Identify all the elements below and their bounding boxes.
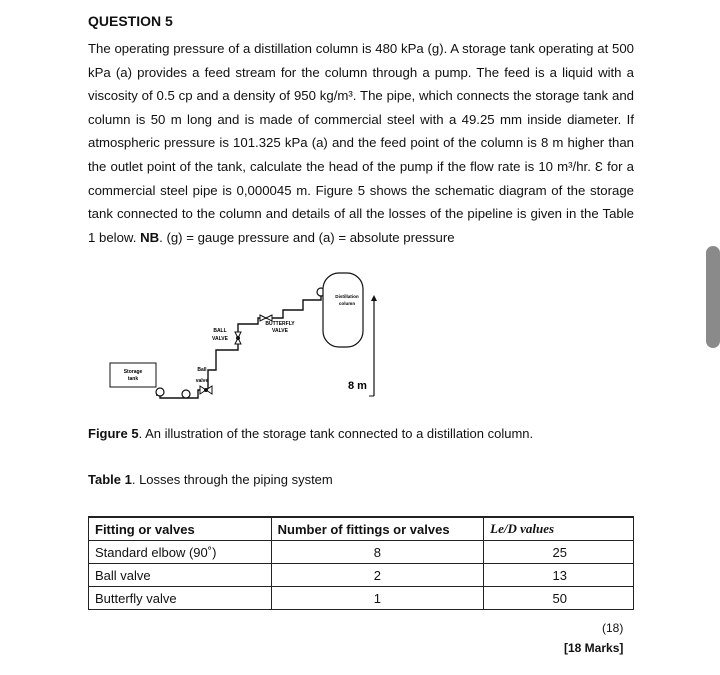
pump-1: [156, 388, 164, 396]
ball-valve-upper-label-1: BALL: [213, 328, 227, 334]
marks-count: (18): [602, 621, 624, 635]
cell-count: 2: [271, 564, 484, 587]
question-body: The operating pressure of a distillation column is 480 kPa (g). A storage tank operating at 500 kPa (a) provides a feed stream for the column through a pump. The feed is a liquid with a viscosity of 0.5 cp and a density of 950 kg/m³. The pipe, which connects the storage tank and column is 50 m long and is made of commercial steel with a 49.25 mm inside diameter. If atmospheric pressure is 101.325 kPa (a) and the feed point of the column is 8 m higher than the outlet point of the tank, calculate the head of the pump if the flow rate is 10 m³/hr. Ɛ for a commercial steel pipe is 0,000045 m. Figure 5 shows the schematic diagram of the storage tank connected to the column and details of all the losses of the pipeline is given in the Table 1 below.: [88, 41, 634, 245]
ball-valve-upper-label-2: VALVE: [212, 336, 228, 342]
marks-total: [18 Marks]: [564, 641, 624, 655]
nb-text: . (g) = gauge pressure and (a) = absolute pressure: [159, 229, 455, 245]
table-row: [89, 541, 634, 564]
cell-fitting: Ball valve: [89, 564, 272, 587]
header-fitting: Fitting or valves: [89, 517, 272, 541]
table-caption: [88, 472, 333, 487]
ball-valve-lower-label-2: valve: [195, 378, 209, 384]
pipeline: [156, 290, 340, 398]
cell-count: 8: [271, 541, 484, 564]
distillation-column-label-1: Distillation: [335, 294, 359, 299]
figure-caption-text: . An illustration of the storage tank connected to a distillation column.: [138, 426, 534, 441]
header-count: Number of fittings or valves: [271, 517, 484, 541]
cell-fitting: Butterfly valve: [89, 587, 272, 610]
table-row: [89, 564, 634, 587]
header-ld: Le/D values: [484, 517, 634, 541]
table-caption-text: . Losses through the piping system: [131, 472, 333, 487]
distillation-column-label-2: column: [338, 301, 356, 306]
cell-ld: 25: [484, 541, 634, 564]
ball-valve-upper: [235, 332, 241, 344]
cell-count: 1: [271, 587, 484, 610]
storage-tank-label-1: Storage: [123, 369, 143, 375]
question-title: QUESTION 5: [88, 13, 173, 29]
scrollbar-thumb[interactable]: [706, 246, 720, 348]
butterfly-valve-label-2: VALVE: [272, 328, 288, 334]
cell-ld: 13: [484, 564, 634, 587]
cell-fitting: Standard elbow (90˚): [89, 541, 272, 564]
butterfly-valve-label-1: BUTTERFLY: [265, 321, 295, 327]
distillation-column: [323, 273, 363, 347]
pump-2: [182, 390, 190, 398]
height-label: 8 m: [348, 380, 367, 392]
figure-caption: [88, 426, 533, 441]
storage-tank-label-2: tank: [127, 376, 139, 382]
figure-caption-label: Figure 5: [88, 426, 139, 441]
table-row: [89, 587, 634, 610]
ball-valve-lower-label-1: Ball: [197, 367, 207, 373]
ball-valve-lower: [200, 386, 212, 394]
schematic-diagram: [108, 270, 408, 410]
cell-ld: 50: [484, 587, 634, 610]
storage-tank: [110, 363, 156, 387]
nb-label: NB: [140, 229, 160, 245]
table-caption-label: Table 1: [88, 472, 132, 487]
question-paragraph: [88, 37, 634, 249]
table-header-row: [89, 517, 634, 541]
losses-table: [88, 516, 634, 610]
